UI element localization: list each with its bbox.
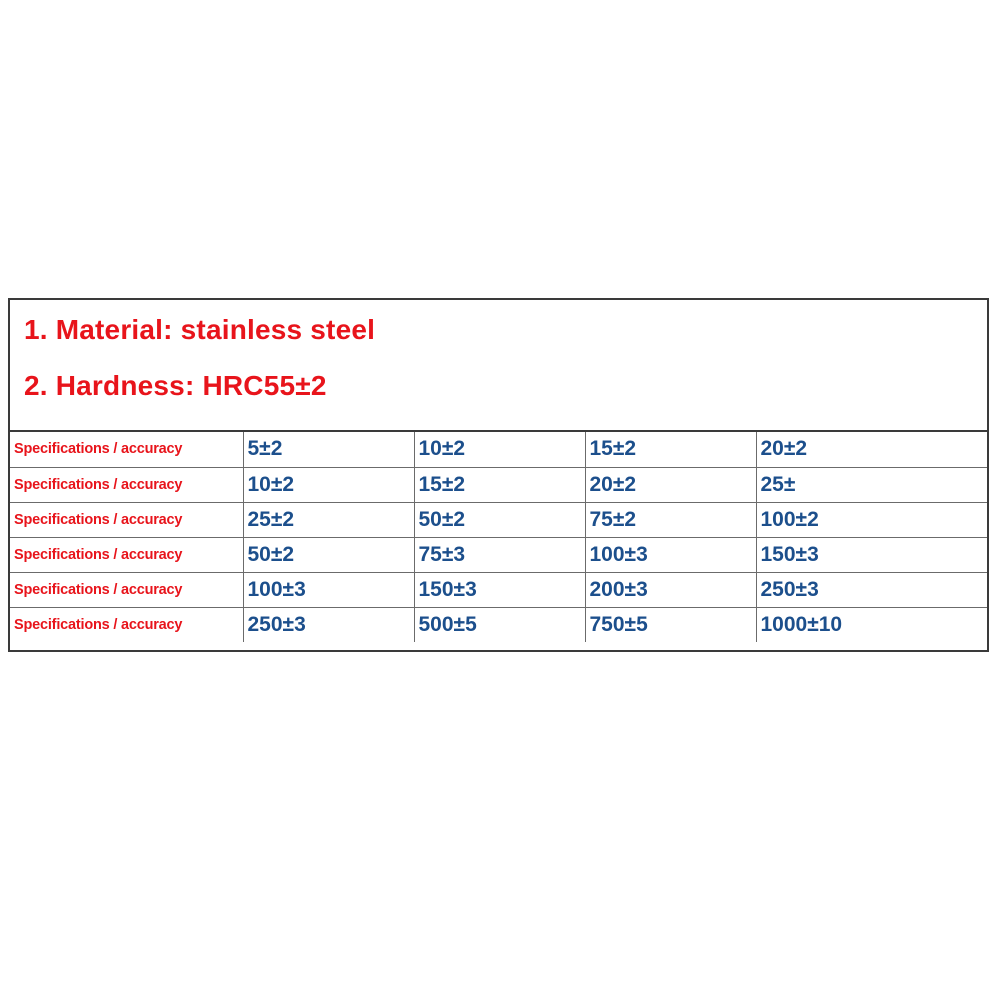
table-row bbox=[10, 607, 987, 642]
spec-value: 15±2 bbox=[585, 432, 756, 467]
spec-label: Specifications / accuracy bbox=[10, 432, 243, 467]
spec-value: 20±2 bbox=[756, 432, 987, 467]
spec-value: 100±3 bbox=[243, 572, 414, 607]
spec-value: 5±2 bbox=[243, 432, 414, 467]
spec-value: 500±5 bbox=[414, 607, 585, 642]
table-row bbox=[10, 432, 987, 467]
spec-value: 75±3 bbox=[414, 537, 585, 572]
spec-value: 10±2 bbox=[414, 432, 585, 467]
table-row bbox=[10, 572, 987, 607]
spec-value: 25± bbox=[756, 467, 987, 502]
spec-label: Specifications / accuracy bbox=[10, 467, 243, 502]
spec-label: Specifications / accuracy bbox=[10, 607, 243, 642]
spec-value: 250±3 bbox=[243, 607, 414, 642]
spec-value: 150±3 bbox=[756, 537, 987, 572]
material-line: 1. Material: stainless steel bbox=[24, 314, 376, 345]
table-row bbox=[10, 467, 987, 502]
spec-value: 750±5 bbox=[585, 607, 756, 642]
spec-value: 250±3 bbox=[756, 572, 987, 607]
spec-value: 25±2 bbox=[243, 502, 414, 537]
spec-card bbox=[8, 298, 989, 652]
material-header bbox=[10, 300, 987, 432]
spec-value: 200±3 bbox=[585, 572, 756, 607]
spec-label: Specifications / accuracy bbox=[10, 537, 243, 572]
specifications-table bbox=[10, 432, 987, 642]
spec-value: 75±2 bbox=[585, 502, 756, 537]
spec-value: 100±3 bbox=[585, 537, 756, 572]
spec-value: 1000±10 bbox=[756, 607, 987, 642]
spec-value: 20±2 bbox=[585, 467, 756, 502]
spec-value: 150±3 bbox=[414, 572, 585, 607]
spec-value: 50±2 bbox=[414, 502, 585, 537]
hardness-line: 2. Hardness: HRC55±2 bbox=[24, 370, 327, 401]
spec-value: 15±2 bbox=[414, 467, 585, 502]
spec-value: 100±2 bbox=[756, 502, 987, 537]
table-row bbox=[10, 502, 987, 537]
spec-value: 50±2 bbox=[243, 537, 414, 572]
table-row bbox=[10, 537, 987, 572]
spec-label: Specifications / accuracy bbox=[10, 572, 243, 607]
spec-value: 10±2 bbox=[243, 467, 414, 502]
spec-label: Specifications / accuracy bbox=[10, 502, 243, 537]
